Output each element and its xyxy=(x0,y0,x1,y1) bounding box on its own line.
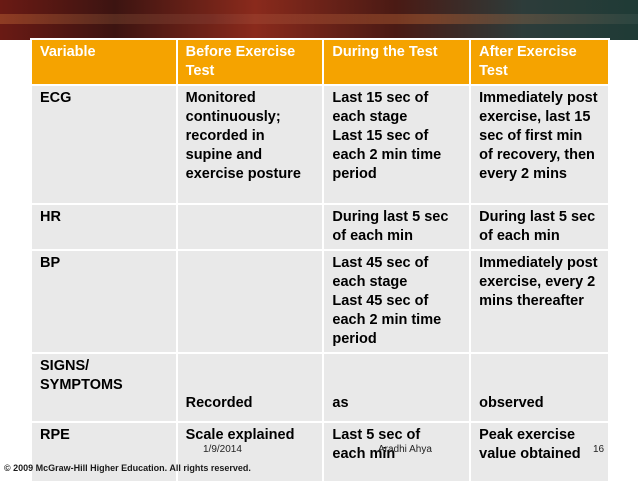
cell-line: continuously; xyxy=(185,109,281,125)
header-variable: Variable xyxy=(31,39,177,85)
cell-after xyxy=(470,422,609,482)
cell-line: of each min xyxy=(479,228,560,244)
footer-date: 1/9/2014 xyxy=(203,444,242,455)
cell-line: During last 5 sec xyxy=(332,209,449,225)
cell-line: exercise, last 15 xyxy=(479,109,591,125)
table-row-signs-symptoms xyxy=(31,353,609,422)
cell-line: each 2 min time xyxy=(332,147,442,163)
cell-line: sec of first min xyxy=(479,128,583,144)
cell-after xyxy=(470,250,609,353)
cell-line: Last 45 sec of xyxy=(332,293,429,309)
cell-line: exercise, every 2 xyxy=(479,274,596,290)
cell-during: as xyxy=(323,353,470,422)
header-before-exercise: Before Exercise Test xyxy=(177,39,324,85)
cell-line: Last 15 sec of xyxy=(332,90,429,106)
cell-line: each stage xyxy=(332,274,408,290)
cell-line: Immediately post xyxy=(479,255,598,271)
cell-line: supine and xyxy=(185,147,263,163)
cell-line: of each min xyxy=(332,228,413,244)
cell-line: each min xyxy=(332,446,396,462)
cell-line: each stage xyxy=(332,109,408,125)
header-after-exercise: After Exercise Test xyxy=(470,39,609,85)
cell-during xyxy=(323,85,470,204)
cell-line: Last 5 sec of xyxy=(332,427,421,443)
cell-before: Scale explained xyxy=(177,422,324,482)
cell-line: Peak exercise xyxy=(479,427,576,443)
table-row-rpe xyxy=(31,422,609,482)
cell-line: period xyxy=(332,166,377,182)
cell-line: During last 5 sec xyxy=(479,209,596,225)
table-row-hr xyxy=(31,204,609,250)
cell-line: of recovery, then xyxy=(479,147,595,163)
cell-after xyxy=(470,204,609,250)
cell-before: Recorded xyxy=(177,353,324,422)
cell-before xyxy=(177,85,324,204)
header-during-test: During the Test xyxy=(323,39,470,85)
cell-line: SIGNS/ xyxy=(40,358,90,374)
cell-line: recorded in xyxy=(185,128,265,144)
cell-line: every 2 mins xyxy=(479,166,567,182)
cell-line: mins thereafter xyxy=(479,293,584,309)
exercise-test-table xyxy=(30,38,610,483)
cell-variable xyxy=(31,353,177,422)
cell-line: Monitored xyxy=(185,90,256,106)
footer-page-number: 16 xyxy=(593,444,605,455)
cell-variable: HR xyxy=(31,204,177,250)
copyright-notice: © 2009 McGraw-Hill Higher Education. All rights reserved. xyxy=(4,463,251,473)
table-row-bp xyxy=(31,250,609,353)
cell-before xyxy=(177,204,324,250)
cell-line: each 2 min time xyxy=(332,312,442,328)
cell-line: value obtained xyxy=(479,446,581,462)
slide-top-band xyxy=(0,0,638,40)
cell-after xyxy=(470,85,609,204)
table-header-row xyxy=(31,39,609,85)
cell-variable: RPE xyxy=(31,422,177,482)
cell-line: Immediately post xyxy=(479,90,598,106)
cell-during xyxy=(323,204,470,250)
cell-variable: ECG xyxy=(31,85,177,204)
cell-line: Last 45 sec of xyxy=(332,255,429,271)
cell-during xyxy=(323,250,470,353)
cell-line: period xyxy=(332,331,377,347)
footer-author: Aradhi Ahya xyxy=(378,444,432,455)
cell-line: Last 15 sec of xyxy=(332,128,429,144)
cell-line: exercise posture xyxy=(185,166,301,182)
cell-after: observed xyxy=(470,353,609,422)
cell-line: SYMPTOMS xyxy=(40,377,123,393)
cell-variable: BP xyxy=(31,250,177,353)
cell-before xyxy=(177,250,324,353)
table-row-ecg xyxy=(31,85,609,204)
